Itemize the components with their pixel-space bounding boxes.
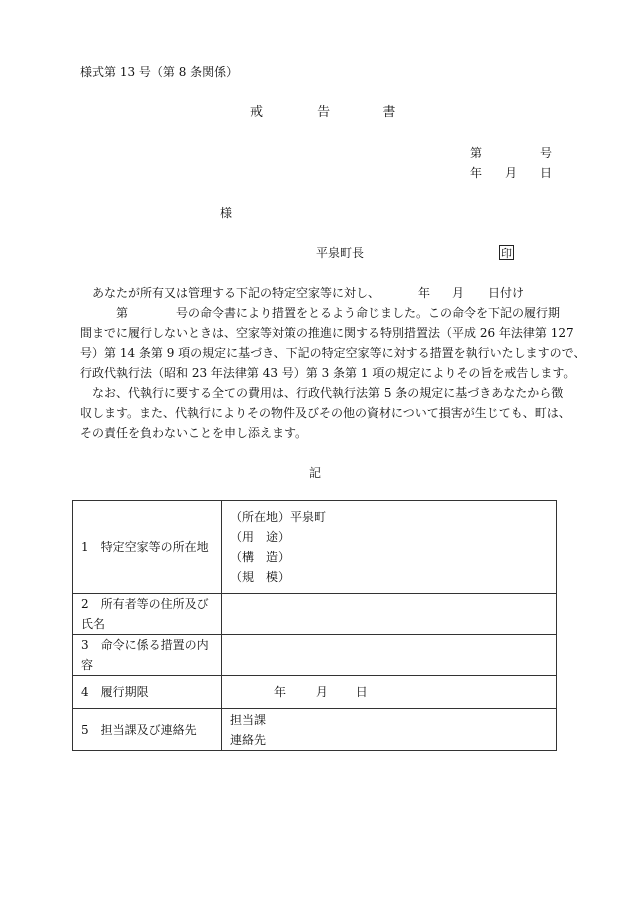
table-row bbox=[73, 709, 557, 751]
p1-line4: 号）第 14 条第 9 項の規定に基づき、下記の特定空家等に対する措置を執行いたしますので、 bbox=[80, 346, 586, 360]
p1-line3: 間までに履行しないときは、空家等対策の推進に関する特別措置法（平成 26 年法律第 127 bbox=[80, 326, 574, 340]
doc-date-month: 月 bbox=[505, 166, 518, 180]
row1-value bbox=[222, 501, 557, 594]
ki-heading: 記 bbox=[309, 466, 322, 480]
table-row bbox=[73, 635, 557, 676]
row4-value bbox=[222, 676, 557, 709]
row1-location: （所在地）平泉町 bbox=[230, 510, 327, 524]
table-row bbox=[73, 676, 557, 709]
row3-value bbox=[222, 635, 557, 676]
row1-structure: （構 造） bbox=[230, 550, 291, 564]
p1-line1-day: 日付け bbox=[488, 286, 525, 300]
doc-number-dai: 第 bbox=[470, 146, 483, 160]
doc-date-day: 日 bbox=[540, 166, 553, 180]
row5-dept: 担当課 bbox=[230, 712, 267, 727]
p2-line1: なお、代執行に要する全ての費用は、行政代執行法第 5 条の規定に基づきあなたから徴 bbox=[92, 386, 564, 400]
p1-line2-text: 号の命令書により措置をとるよう命じました。この命令を下記の履行期 bbox=[176, 306, 561, 320]
doc-number-go: 号 bbox=[540, 146, 553, 160]
issuer-name: 平泉町長 bbox=[316, 246, 365, 260]
row3-label: 3 命令に係る措置の内容 bbox=[73, 635, 222, 676]
addressee-sama: 様 bbox=[220, 206, 233, 220]
doc-date-year: 年 bbox=[470, 166, 483, 180]
paragraph-2 bbox=[80, 383, 571, 443]
p1-line2-dai: 第 bbox=[116, 306, 129, 320]
details-table bbox=[72, 500, 557, 751]
title-char-2: 告 bbox=[317, 105, 331, 120]
row1-use: （用 途） bbox=[230, 530, 291, 544]
row2-label: 2 所有者等の住所及び氏名 bbox=[73, 594, 222, 635]
title-char-1: 戒 bbox=[250, 105, 264, 120]
title-char-3: 書 bbox=[382, 105, 396, 120]
row1-label: 1 特定空家等の所在地 bbox=[73, 501, 222, 594]
p1-line1-year: 年 bbox=[418, 286, 431, 300]
row1-scale: （規 模） bbox=[230, 570, 291, 584]
row5-contact: 連絡先 bbox=[230, 732, 267, 747]
paragraph-1 bbox=[80, 283, 586, 383]
row2-value bbox=[222, 594, 557, 635]
table-row bbox=[73, 594, 557, 635]
row4-label: 4 履行期限 bbox=[73, 676, 222, 709]
seal-mark: 印 bbox=[501, 247, 512, 260]
p2-line2: 収します。また、代執行によりその物件及びその他の資材について損害が生じても、町は、 bbox=[80, 406, 571, 420]
row5-value bbox=[222, 709, 557, 751]
p2-line3: その責任を負わないことを申し添えます。 bbox=[80, 426, 308, 440]
row4-month: 月 bbox=[315, 685, 328, 699]
row5-label: 5 担当課及び連絡先 bbox=[73, 709, 222, 751]
form-number: 様式第 13 号（第 8 条関係） bbox=[80, 65, 239, 79]
document-title bbox=[250, 106, 395, 119]
p1-line1-month: 月 bbox=[452, 286, 465, 300]
row4-year: 年 bbox=[274, 685, 287, 699]
table-row bbox=[73, 501, 557, 594]
row4-day: 日 bbox=[355, 685, 368, 699]
p1-line1-text: あなたが所有又は管理する下記の特定空家等に対し、 bbox=[92, 286, 381, 300]
p1-line5: 行政代執行法（昭和 23 年法律第 43 号）第 3 条第 1 項の規定によりその旨を戒告します。 bbox=[80, 366, 576, 380]
